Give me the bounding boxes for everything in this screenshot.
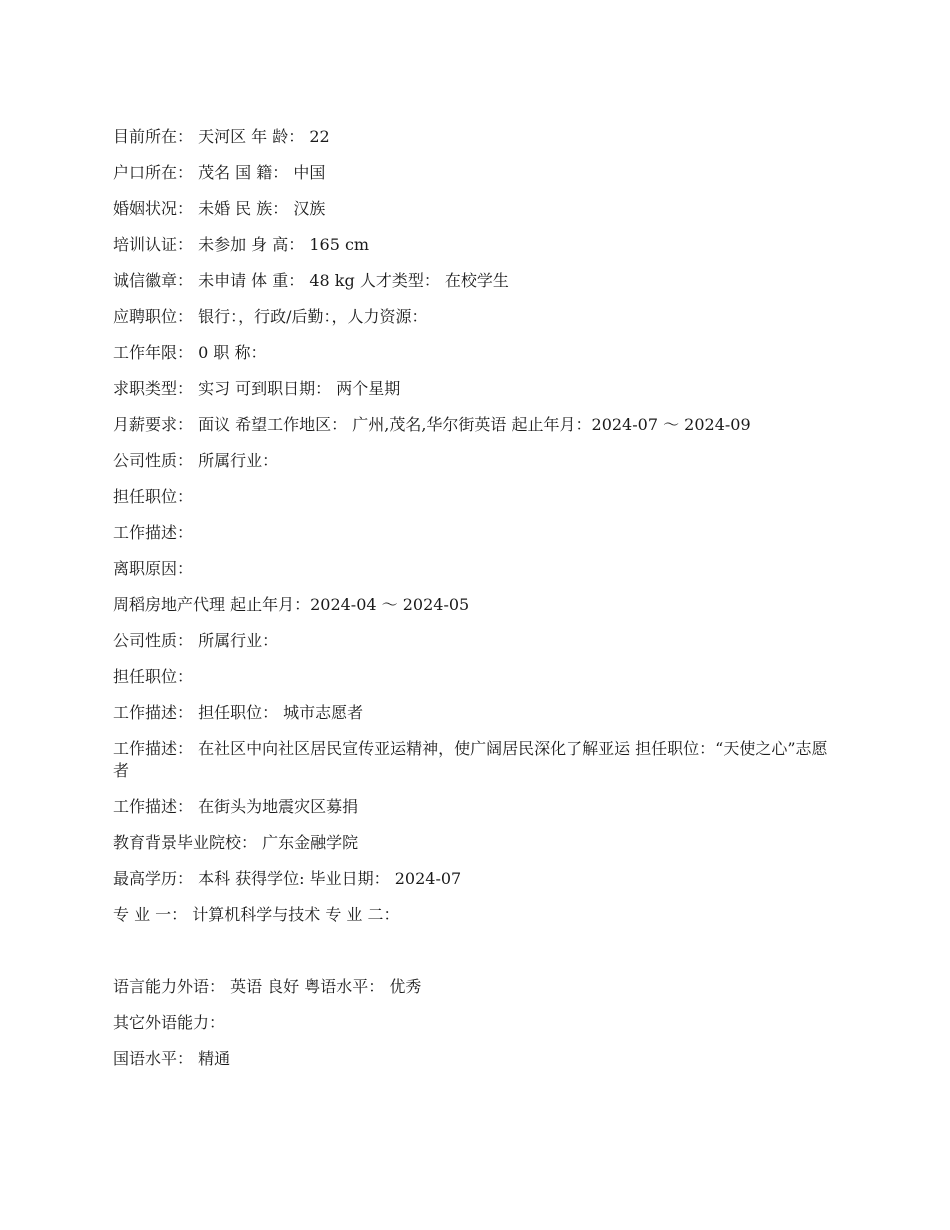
job-type-line: 求职类型： 实习 可到职日期： 两个星期 — [113, 379, 401, 398]
position-line: 担任职位： — [113, 487, 194, 506]
mandarin-line: 国语水平： 精通 — [113, 1049, 231, 1068]
applied-position-line: 应聘职位： 银行：，行政/后勤：，人力资源： — [113, 307, 428, 326]
marital-status-line: 婚姻状况： 未婚 民 族： 汉族 — [113, 199, 326, 218]
work-years-line: 工作年限： 0 职 称： — [113, 343, 267, 362]
credit-badge-line: 诚信徽章： 未申请 体 重： 48 kg 人才类型： 在校学生 — [113, 271, 509, 290]
fundraising-description-line: 工作描述： 在街头为地震灾区募捐 — [113, 797, 359, 816]
resume-document — [113, 126, 833, 1084]
company-nature-line: 公司性质： 所属行业： — [113, 451, 279, 470]
job-description-line: 工作描述： — [113, 523, 194, 542]
asian-games-description-line: 工作描述： 在社区中向社区居民宣传亚运精神，使广阔居民深化了解亚运 担任职位：“天使之心”志愿者 — [113, 739, 828, 780]
language-line: 语言能力外语： 英语 良好 粤语水平： 优秀 — [113, 977, 422, 996]
training-cert-line: 培训认证： 未参加 身 高： 165 cm — [113, 235, 370, 254]
degree-line: 最高学历： 本科 获得学位: 毕业日期： 2024-07 — [113, 869, 462, 888]
salary-line: 月薪要求： 面议 希望工作地区： 广州,茂名,华尔街英语 起止年月：2024-07 ～ 2024-09 — [113, 415, 751, 434]
company-name-line: 周稻房地产代理 起止年月：2024-04 ～ 2024-05 — [113, 595, 470, 614]
position-line-2: 担任职位： — [113, 667, 194, 686]
company-nature-line-2: 公司性质： 所属行业： — [113, 631, 279, 650]
hukou-line: 户口所在： 茂名 国 籍： 中国 — [113, 163, 326, 182]
major-line: 专 业 一： 计算机科学与技术 专 业 二： — [113, 905, 400, 924]
other-language-line: 其它外语能力： — [113, 1013, 226, 1032]
section-spacer — [113, 940, 833, 976]
education-school-line: 教育背景毕业院校： 广东金融学院 — [113, 833, 359, 852]
current-location-line: 目前所在： 天河区 年 龄： 22 — [113, 127, 330, 146]
volunteer-description-line: 工作描述： 担任职位： 城市志愿者 — [113, 703, 364, 722]
leave-reason-line: 离职原因： — [113, 559, 194, 578]
